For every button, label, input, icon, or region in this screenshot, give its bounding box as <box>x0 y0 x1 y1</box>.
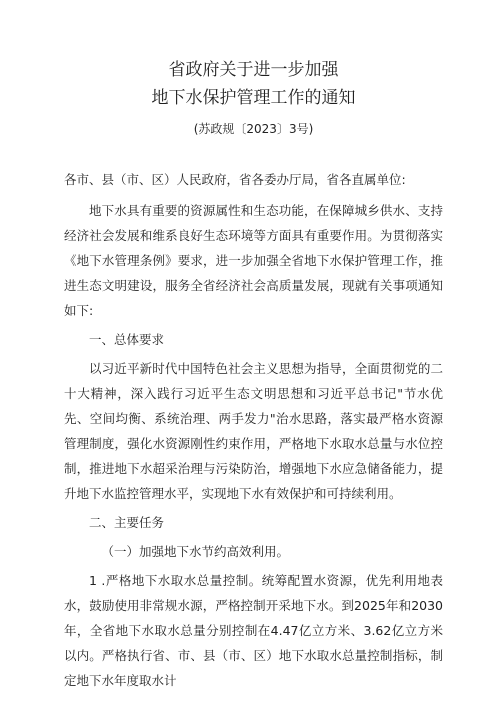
section-2-heading: 二、主要任务 <box>89 515 165 530</box>
document-number: (苏政规〔2023〕3号) <box>193 122 314 136</box>
title-line-2: 地下水保护管理工作的通知 <box>151 88 356 108</box>
section-1-body: 以习近平新时代中国特色社会主义思想为指导，全面贯彻党的二十大精神，深入践行习近平生态文明思想和习近平总书记"节水优先、空间均衡、系统治理、两手发力"治水思路，落实最严格水资源管理制度，强化水资源刚性约束作用，严格地下水取水总量与水位控制，推进地下水超采治理与污染防治，增强地下水应急储备能力，提升地下水监控管理水平，实现地下水有效保护和可持续利用。 <box>64 361 443 501</box>
title-line-1: 省政府关于进一步加强 <box>168 60 339 80</box>
document-title <box>64 56 443 112</box>
intro-paragraph: 地下水具有重要的资源属性和生态功能，在保障城乡供水、支持经济社会发展和维系良好生态环境等方面具有重要作用。为贯彻落实《地下水管理条例》要求，进一步加强全省地下水保护管理工作，推进生态文明建设，服务全省经济社会高质量发展，现就有关事项通知如下: <box>64 203 443 318</box>
item-1-body: 1 .严格地下水取水总量控制。统筹配置水资源，优先利用地表水，鼓励使用非常规水源，严格控制开采地下水。到2025年和2030年，全省地下水取水总量分别控制在4.47亿立方米、3.62亿立方米以内。严格执行省、市、县（市、区）地下水取水总量控制指标，制定地下水年度取水计 <box>64 573 443 688</box>
salutation: 各市、县（市、区）人民政府，省各委办厅局，省各直属单位: <box>64 172 406 187</box>
section-1-heading: 一、总体要求 <box>89 332 165 347</box>
subsection-1-heading: （一）加强地下水节约高效利用。 <box>101 544 290 559</box>
